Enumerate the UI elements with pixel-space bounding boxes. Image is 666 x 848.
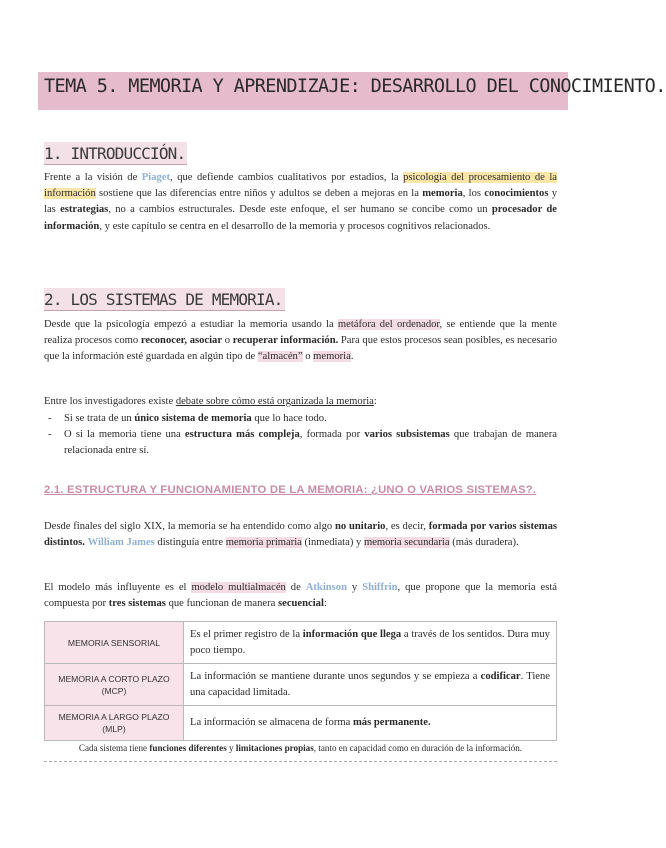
modelo-paragraph [44,580,557,612]
text: , no a cambios estructurales. Desde este enfoque, el ser humano se concibe como un [108,204,492,216]
text: a través de los sentidos. Dura muy poco tiempo. [190,629,550,656]
text: , se entiende que la mente realiza procesos como [44,319,557,347]
term-memoria: memoria [422,188,463,200]
debate-paragraph [44,394,557,410]
highlight-psicologia: psicología del procesamiento de la información [44,172,557,200]
term: limitaciones propias [235,743,314,753]
document-title: TEMA 5. MEMORIA Y APRENDIZAJE: DESARROLLO DEL CONOCIMIENTO. [38,72,568,110]
table-desc [184,664,557,706]
text: : [373,396,377,407]
intro-paragraph [44,170,557,235]
table-row [45,622,557,664]
section-heading-text: 1. INTRODUCCIÓN. [44,144,186,163]
table-desc [184,706,557,741]
text: , tanto en capacidad como en duración de la información. [313,743,523,753]
text: y [226,743,236,753]
term: funciones diferentes [149,743,227,753]
text: Entre los investigadores existe [44,396,176,407]
section-heading-sistemas [44,288,285,310]
table-desc [184,622,557,664]
text: y [346,582,363,593]
text: que funcionan de manera [165,598,278,610]
list-item: - Si se trata de un único sistema de memoria que lo hace todo. [48,413,327,424]
term: más permanente. [352,717,431,729]
term-conocimientos: conocimientos [484,188,549,200]
text: La información se almacena de forma [190,717,353,729]
underline-debate: debate sobre cómo está organizada la memoria [175,396,374,407]
text: Desde finales del siglo XIX, la memoria se ha entendido como algo [44,521,335,532]
text: que trabajan de manera relacionada entre sí. [64,429,557,456]
author-james: William James [87,537,155,549]
text: Para que estos procesos sean posibles, es necesario que la información esté guardada en algún tipo de [44,335,557,363]
highlight-almacen: “almacén” [257,351,303,363]
author-atkinson: Atkinson [305,582,347,593]
text: o [222,335,233,347]
term: codificar [480,671,521,682]
text: Desde que la psicología empezó a estudiar la memoria usando la [44,319,338,330]
term-procesador: procesador de información [44,204,557,232]
debate-list [44,411,557,459]
table-label: MEMORIA A CORTO PLAZO (MCP) [45,664,184,706]
highlight-metafora: metáfora del ordenador [337,319,440,330]
text: O si la memoria tiene una [64,429,185,440]
section-heading-introduccion [44,142,187,164]
highlight-primaria: memoria primaria [225,537,302,549]
text: y las [44,188,557,216]
section-heading-text: 2. LOS SISTEMAS DE MEMORIA. [44,290,283,309]
term-formada: formada por varios sistemas distintos. [44,521,557,549]
estructura-paragraph [44,519,557,551]
text: , formada por [299,429,365,440]
table-row [45,706,557,741]
text: , es decir, [385,521,429,532]
author-shiffrin: Shiffrin [362,582,398,593]
term: información que llega [302,629,402,640]
term-secuencial: secuencial [278,598,324,610]
author-piaget: Piaget [141,172,171,183]
text: . Tiene una capacidad limitada. [190,671,550,698]
term-reconocer: reconocer, asociar [140,335,223,347]
text: : [323,598,327,610]
table-footnote [44,738,557,762]
highlight-memoria: memoria [313,351,351,363]
text: o [302,351,314,363]
text: , que propone que la memoria está compuesta por [44,582,557,610]
text: La información se mantiene durante unos segundos y se empieza a [190,671,481,682]
text: . [350,351,354,363]
subsection-heading: 2.1. ESTRUCTURA Y FUNCIONAMIENTO DE LA MEMORIA: ¿UNO O VARIOS SISTEMAS?. [44,484,537,496]
text: distinguía entre [154,537,226,549]
text: El modelo más influyente es el [44,582,192,593]
term: estructura más compleja [184,429,300,440]
term-recuperar: recuperar información. [232,335,339,347]
list-item: - O si la memoria tiene una estructura más compleja, formada por varios subsistemas que trabajan de manera relacionada entre sí. [48,429,557,456]
term-tres: tres sistemas [108,598,166,610]
text: , y este capítulo se centra en el desarrollo de la memoria y procesos cognitivos relacionados. [99,220,491,232]
text: sostiene que las diferencias entre niños y adultos se deben a mejoras en la [95,188,423,200]
table-row [45,664,557,706]
text: Si se trata de un [64,413,135,424]
term: único sistema de memoria [134,413,252,424]
term-no-unitario: no unitario [334,521,386,532]
term: varios subsistemas [364,429,450,440]
text: Frente a la visión de [44,172,142,183]
text: Cada sistema tiene [78,743,150,753]
text: que lo hace todo. [251,413,327,424]
term-estrategias: estrategias [60,204,109,216]
text: , que defiende cambios cualitativos por estadios, la [170,172,404,183]
text: Es el primer registro de la [190,629,303,640]
sistemas-paragraph [44,317,557,366]
highlight-modelo: modelo multialmacén [191,582,286,593]
text: , los [462,188,485,200]
memory-systems-table [44,621,557,741]
table-label: MEMORIA SENSORIAL [45,622,184,664]
text: (más duradera). [449,537,519,549]
text: (inmediata) y [301,537,364,549]
highlight-secundaria: memoria secundaria [363,537,450,549]
table-label: MEMORIA A LARGO PLAZO (MLP) [45,706,184,741]
text: de [285,582,306,593]
